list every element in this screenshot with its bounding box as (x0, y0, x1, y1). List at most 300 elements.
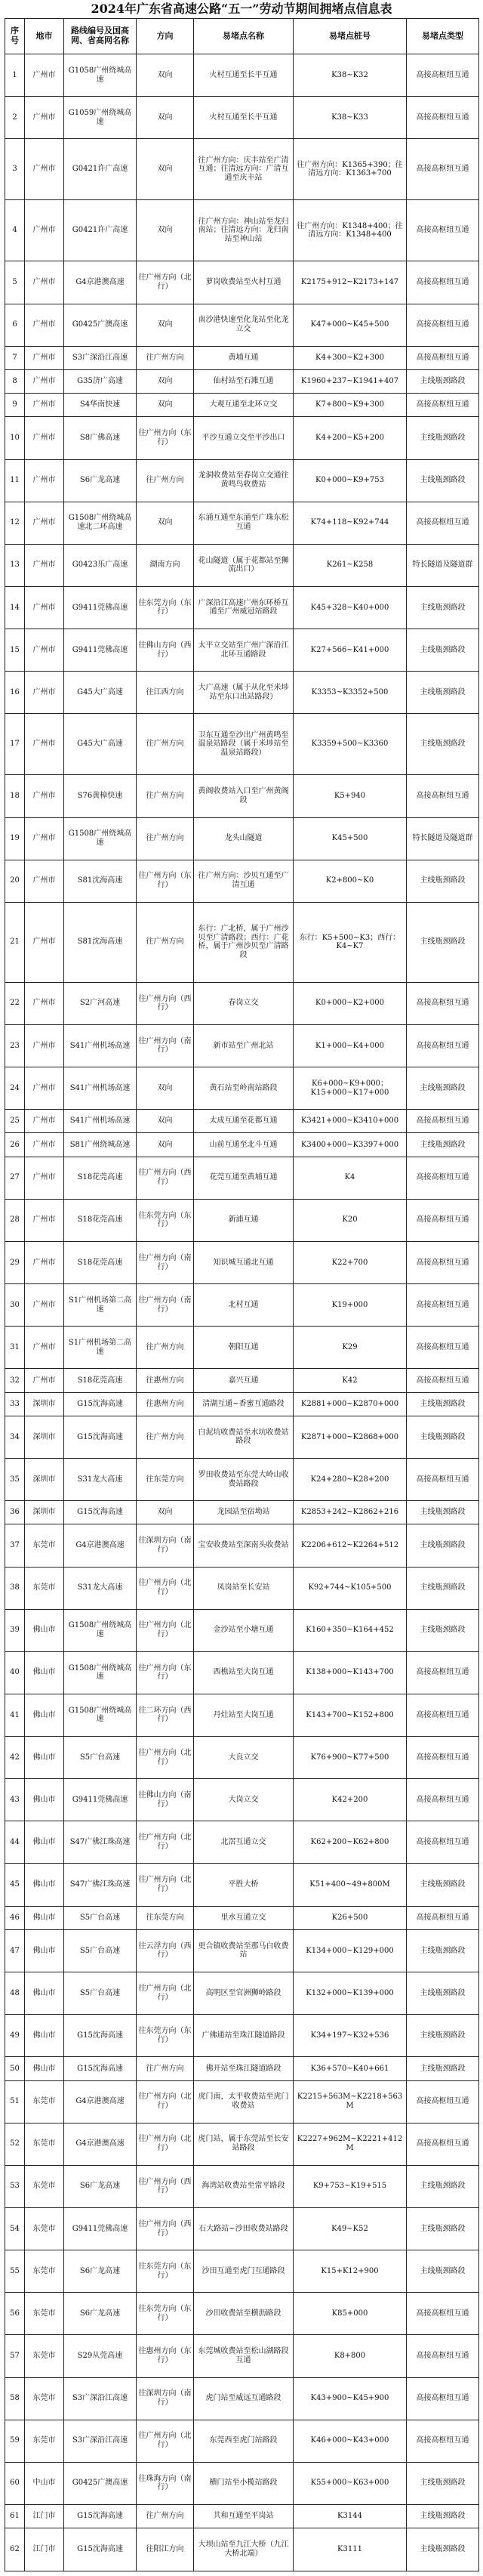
cell-stake: K26+500 (294, 1906, 407, 1929)
header-city: 地市 (25, 19, 64, 54)
cell-type: 高接高枢纽互通 (407, 200, 479, 261)
cell-route: S81沈海高速 (64, 902, 137, 982)
table-row (5, 2293, 479, 2335)
cell-direction: 双向 (137, 139, 194, 200)
cell-type: 主线瓶颈路段 (407, 1524, 479, 1567)
table-row (5, 1416, 479, 1458)
cell-direction: 双向 (137, 502, 194, 544)
cell-direction: 往江西方向 (137, 672, 194, 714)
cell-type: 主线瓶颈路段 (407, 1133, 479, 1157)
header-direction: 方向 (137, 19, 194, 54)
cell-direction: 往广州方向（西行） (137, 2165, 194, 2207)
cell-city: 广州市 (25, 1327, 64, 1369)
cell-city: 佛山市 (25, 1694, 64, 1736)
cell-index: 55 (5, 2250, 25, 2293)
cell-city: 深圳市 (25, 1392, 64, 1416)
cell-city: 广州市 (25, 1024, 64, 1067)
cell-index: 5 (5, 261, 25, 304)
table-row (5, 1737, 479, 1779)
cell-stake: K45+328~K40+000 (294, 586, 407, 629)
table-row (5, 1609, 479, 1651)
cell-route: S6广龙高速 (64, 459, 137, 502)
cell-point-name: 北村互通 (194, 1284, 294, 1327)
cell-point-name: 花山隧道（属于花都站至狮流出口） (194, 544, 294, 586)
cell-city: 佛山市 (25, 1609, 64, 1651)
cell-point-name: 虎门站，属于东莞站至长安站路段 (194, 2123, 294, 2165)
cell-route: G1058广州绕城高速 (64, 54, 137, 97)
cell-stake: K3353~K3352+500 (294, 672, 407, 714)
cell-type: 主线瓶颈路段 (407, 1392, 479, 1416)
cell-stake: K132+000~K139+000 (294, 1972, 407, 2015)
cell-stake: K92+744~K105+500 (294, 1567, 407, 1609)
cell-type: 主线瓶颈路段 (407, 2057, 479, 2080)
cell-route: G0425广澳高速 (64, 2462, 137, 2504)
cell-type: 主线瓶颈路段 (407, 2504, 479, 2528)
cell-point-name: 罗田收费站至东莞大岭山收费站路段 (194, 1458, 294, 1500)
cell-point-name: 仙村站至石滩互通 (194, 369, 294, 393)
cell-direction: 往二环方向（西行） (137, 1694, 194, 1736)
cell-stake: K24+280~K28+200 (294, 1458, 407, 1500)
cell-point-name: 嘉兴互通 (194, 1369, 294, 1392)
cell-point-name: 龙园站至宿坳站 (194, 1501, 294, 1524)
cell-stake: K0+000~K2+000 (294, 982, 407, 1024)
page-title: 2024年广东省高速公路“五一”劳动节期间拥堵点信息表 (91, 2, 392, 16)
cell-index: 40 (5, 1651, 25, 1694)
cell-city: 广州市 (25, 304, 64, 346)
cell-type: 主线瓶颈路段 (407, 672, 479, 714)
cell-stake: K138+000~K143+700 (294, 1651, 407, 1694)
table-row (5, 714, 479, 775)
cell-type: 高接高枢纽互通 (407, 261, 479, 304)
cell-route: S31龙大高速 (64, 1567, 137, 1609)
header-type: 易堵点类型 (407, 19, 479, 54)
table-row (5, 1458, 479, 1500)
table-row (5, 982, 479, 1024)
cell-point-name: 春岗立交 (194, 982, 294, 1024)
cell-stake: K7+800~K9+300 (294, 394, 407, 417)
cell-point-name: 凤岗站至长安站 (194, 1567, 294, 1609)
cell-type: 主线瓶颈路段 (407, 2165, 479, 2207)
cell-index: 1 (5, 54, 25, 97)
cell-index: 45 (5, 1864, 25, 1906)
cell-point-name: 大广高速（属于从化至米埗站至东口出站路段） (194, 672, 294, 714)
cell-index: 8 (5, 369, 25, 393)
cell-stake: K49~K52 (294, 2207, 407, 2250)
cell-direction: 往广州方向（南行） (137, 1284, 194, 1327)
cell-city: 佛山市 (25, 1929, 64, 1972)
cell-direction: 往佛山方向（南行） (137, 1779, 194, 1821)
cell-type: 高接高枢纽互通 (407, 1369, 479, 1392)
cell-city: 东莞市 (25, 2165, 64, 2207)
cell-route: S3广深沿江高速 (64, 2420, 137, 2462)
cell-type: 高接高枢纽互通 (407, 502, 479, 544)
cell-route: G4京港澳高速 (64, 1524, 137, 1567)
cell-stake: K22+700 (294, 1241, 407, 1283)
cell-stake: K261~K258 (294, 544, 407, 586)
cell-city: 广州市 (25, 902, 64, 982)
cell-route: S81广州绕城高速 (64, 1133, 137, 1157)
cell-route: S41广州机场高速 (64, 1024, 137, 1067)
cell-index: 44 (5, 1821, 25, 1864)
cell-direction: 往广州方向（北行） (137, 2123, 194, 2165)
cell-point-name: 大坝山站至九江大桥（九江大桥北端） (194, 2528, 294, 2571)
cell-route: S6广龙高速 (64, 2293, 137, 2335)
cell-route: S5广台高速 (64, 1929, 137, 1972)
table-row (5, 502, 479, 544)
cell-index: 43 (5, 1779, 25, 1821)
cell-stake: K9+753~K19+515 (294, 2165, 407, 2207)
cell-route: S1广州机场第二高速 (64, 1284, 137, 1327)
cell-city: 广州市 (25, 97, 64, 139)
cell-point-name: 东涌互通至东涌至广珠东松互通 (194, 502, 294, 544)
cell-route: G9411莞佛高速 (64, 2207, 137, 2250)
cell-point-name: 横门站至小榄站路段 (194, 2462, 294, 2504)
table-row (5, 417, 479, 459)
table-row (5, 1241, 479, 1283)
cell-route: S81沈海高速 (64, 860, 137, 902)
cell-point-name: 往广州方向：神山站至龙归南站；往清远方向：龙归南站至神山站 (194, 200, 294, 261)
cell-index: 4 (5, 200, 25, 261)
cell-point-name: 南沙港快速至化龙站至化龙立交 (194, 304, 294, 346)
cell-stake: 往广州方向：K1365+390；往清远方向：K1363+700 (294, 139, 407, 200)
cell-index: 49 (5, 2015, 25, 2057)
cell-route: G0421许广高速 (64, 139, 137, 200)
table-row (5, 629, 479, 672)
cell-type: 主线瓶颈路段 (407, 1864, 479, 1906)
cell-stake: 东行：K5+500~K3；西行：K4~K7 (294, 902, 407, 982)
cell-point-name: 花莞互通至黄埔互通 (194, 1157, 294, 1199)
cell-point-name: 大岗立交 (194, 1779, 294, 1821)
cell-direction: 往广州方向（南行） (137, 1241, 194, 1283)
cell-index: 16 (5, 672, 25, 714)
cell-point-name: 朝阳互通 (194, 1327, 294, 1369)
cell-route: G0425广澳高速 (64, 304, 137, 346)
table-row (5, 1369, 479, 1392)
cell-route: G15沈海高速 (64, 2015, 137, 2057)
cell-type: 高接高枢纽互通 (407, 1110, 479, 1133)
cell-point-name: 龙头山隧道 (194, 817, 294, 860)
cell-stake: 往广州方向：K1348+400；往清远方向：K1348+400 (294, 200, 407, 261)
cell-route: G0421许广高速 (64, 200, 137, 261)
cell-stake: K19+000 (294, 1284, 407, 1327)
cell-city: 东莞市 (25, 1567, 64, 1609)
cell-direction: 往广州方向 (137, 1416, 194, 1458)
cell-type: 主线瓶颈路段 (407, 459, 479, 502)
cell-stake: K3111 (294, 2528, 407, 2571)
cell-point-name: 金沙站至小塘互通 (194, 1609, 294, 1651)
cell-direction: 往云浮方向（西行） (137, 1929, 194, 1972)
cell-city: 深圳市 (25, 1458, 64, 1500)
table-row (5, 672, 479, 714)
cell-city: 东莞市 (25, 1524, 64, 1567)
cell-city: 广州市 (25, 586, 64, 629)
cell-route: S5广台高速 (64, 1906, 137, 1929)
cell-city: 广州市 (25, 502, 64, 544)
cell-point-name: 石大路站~沙田收费站路段 (194, 2207, 294, 2250)
cell-point-name: 沙田互通至虎门互通路段 (194, 2250, 294, 2293)
cell-direction: 双向 (137, 97, 194, 139)
cell-point-name: 虎门站至威远互通路段 (194, 2377, 294, 2420)
cell-stake: K38~K33 (294, 97, 407, 139)
table-row (5, 139, 479, 200)
cell-city: 广州市 (25, 369, 64, 393)
cell-direction: 往广州方向（东行） (137, 417, 194, 459)
cell-stake: K27+566~K41+000 (294, 629, 407, 672)
cell-type: 高接高枢纽互通 (407, 1651, 479, 1694)
cell-index: 35 (5, 1458, 25, 1500)
cell-point-name: 火村互通至长平互通 (194, 97, 294, 139)
cell-route: S29从莞高速 (64, 2335, 137, 2377)
cell-stake: K15+K12+900 (294, 2250, 407, 2293)
cell-index: 47 (5, 1929, 25, 1972)
cell-index: 19 (5, 817, 25, 860)
cell-route: S47广佛江珠高速 (64, 1821, 137, 1864)
cell-city: 广州市 (25, 1369, 64, 1392)
cell-route: S5广台高速 (64, 1737, 137, 1779)
cell-type: 主线瓶颈路段 (407, 586, 479, 629)
cell-type: 特长隧道及隧道群 (407, 817, 479, 860)
table-row (5, 817, 479, 860)
cell-direction: 往广州方向（北行） (137, 261, 194, 304)
cell-route: G1059广州绕城高速 (64, 97, 137, 139)
cell-type: 主线瓶颈路段 (407, 2207, 479, 2250)
cell-stake: K0+000~K9+753 (294, 459, 407, 502)
cell-direction: 往广州方向 (137, 346, 194, 369)
table-row (5, 394, 479, 417)
cell-type: 主线瓶颈路段 (407, 629, 479, 672)
cell-type: 高接高枢纽互通 (407, 2080, 479, 2123)
table-row (5, 2462, 479, 2504)
cell-stake: K34+197~K32+536 (294, 2015, 407, 2057)
cell-stake: K76+900~K77+500 (294, 1737, 407, 1779)
cell-stake: K1960+237~K1941+407 (294, 369, 407, 393)
cell-index: 32 (5, 1369, 25, 1392)
cell-city: 广州市 (25, 200, 64, 261)
cell-index: 22 (5, 982, 25, 1024)
cell-direction: 往广州方向 (137, 817, 194, 860)
table-body (5, 54, 479, 2571)
table-row (5, 2250, 479, 2293)
cell-route: S18花莞高速 (64, 1199, 137, 1241)
cell-stake: K3400+000~K3397+000 (294, 1133, 407, 1157)
cell-route: G35济广高速 (64, 369, 137, 393)
cell-route: G9411莞佛高速 (64, 629, 137, 672)
cell-direction: 往广州方向（西行） (137, 982, 194, 1024)
cell-direction: 双向 (137, 1110, 194, 1133)
cell-point-name: 沙田收费站至横沥路段 (194, 2293, 294, 2335)
cell-city: 东莞市 (25, 2250, 64, 2293)
cell-index: 38 (5, 1567, 25, 1609)
cell-city: 佛山市 (25, 1779, 64, 1821)
table-row (5, 1779, 479, 1821)
cell-route: G15沈海高速 (64, 2528, 137, 2571)
cell-point-name: 龙洞收费站至春岗立交通往黄鸣鸟收费站 (194, 459, 294, 502)
cell-point-name: 平沙互通立交至平沙出口 (194, 417, 294, 459)
cell-point-name: 白泥坑收费站至水坑收费站路段 (194, 1416, 294, 1458)
cell-route: G0423乐广高速 (64, 544, 137, 586)
table-row (5, 1972, 479, 2015)
cell-index: 46 (5, 1906, 25, 1929)
cell-direction: 往广州方向（北行） (137, 1972, 194, 2015)
cell-city: 佛山市 (25, 1651, 64, 1694)
cell-point-name: 黄石站至岭南站路段 (194, 1067, 294, 1110)
cell-direction: 往广州方向（北行） (137, 1864, 194, 1906)
cell-point-name: 里水互通立交 (194, 1906, 294, 1929)
cell-direction: 往东莞方向（东行） (137, 586, 194, 629)
cell-type: 主线瓶颈路段 (407, 1501, 479, 1524)
cell-stake: K1+000~K4+000 (294, 1024, 407, 1067)
cell-direction: 双向 (137, 394, 194, 417)
cell-stake: K6+000~K9+000；K15+000~K17+000 (294, 1067, 407, 1110)
cell-stake: K29 (294, 1327, 407, 1369)
table-row (5, 1157, 479, 1199)
cell-route: G15沈海高速 (64, 1416, 137, 1458)
cell-point-name: 新市站至广州北站 (194, 1024, 294, 1067)
cell-type: 高接高枢纽互通 (407, 54, 479, 97)
cell-city: 中山市 (25, 2462, 64, 2504)
cell-stake: K47+000~K45+500 (294, 304, 407, 346)
cell-city: 广州市 (25, 714, 64, 775)
cell-city: 佛山市 (25, 1864, 64, 1906)
cell-direction: 双向 (137, 369, 194, 393)
cell-city: 东莞市 (25, 2335, 64, 2377)
cell-stake: K2881+000~K2870+000 (294, 1392, 407, 1416)
cell-route: G4京港澳高速 (64, 2080, 137, 2123)
cell-type: 主线瓶颈路段 (407, 2528, 479, 2571)
cell-type: 高接高枢纽互通 (407, 1157, 479, 1199)
table-row (5, 459, 479, 502)
cell-stake: K85+000 (294, 2293, 407, 2335)
cell-direction: 往佛山方向（西行） (137, 629, 194, 672)
cell-index: 9 (5, 394, 25, 417)
cell-direction: 往广州方向（西行） (137, 2207, 194, 2250)
table-row (5, 2528, 479, 2571)
cell-route: S41广州机场高速 (64, 1067, 137, 1110)
cell-type: 高接高枢纽互通 (407, 1821, 479, 1864)
cell-point-name: 往广州方向：沙贝互通至广清互通 (194, 860, 294, 902)
cell-stake: K2215+563M~K2218+563M (294, 2080, 407, 2123)
cell-point-name: 西樵站至大岗互通 (194, 1651, 294, 1694)
cell-index: 23 (5, 1024, 25, 1067)
cell-stake: K3359+500~K3360 (294, 714, 407, 775)
table-row (5, 1067, 479, 1110)
congestion-table (5, 18, 479, 2571)
cell-type: 高接高枢纽互通 (407, 2335, 479, 2377)
cell-index: 2 (5, 97, 25, 139)
cell-city: 佛山市 (25, 2057, 64, 2080)
cell-point-name: 丹灶站至大岗互通 (194, 1694, 294, 1736)
cell-index: 61 (5, 2504, 25, 2528)
cell-direction: 双向 (137, 1067, 194, 1110)
cell-type: 高接高枢纽互通 (407, 97, 479, 139)
cell-route: S41广州机场高速 (64, 1110, 137, 1133)
cell-route: S2广河高速 (64, 982, 137, 1024)
cell-type: 主线瓶颈路段 (407, 2462, 479, 2504)
cell-city: 广州市 (25, 1133, 64, 1157)
cell-type: 高接高枢纽互通 (407, 139, 479, 200)
cell-index: 30 (5, 1284, 25, 1327)
table-row (5, 1567, 479, 1609)
cell-point-name: 东莞西至虎门站路段 (194, 2420, 294, 2462)
cell-point-name: 太成互通至花都互通 (194, 1110, 294, 1133)
cell-route: G4京港澳高速 (64, 2123, 137, 2165)
cell-city: 广州市 (25, 261, 64, 304)
cell-index: 50 (5, 2057, 25, 2080)
cell-city: 广州市 (25, 1199, 64, 1241)
cell-city: 广州市 (25, 346, 64, 369)
table-row (5, 544, 479, 586)
cell-index: 17 (5, 714, 25, 775)
cell-route: G1508广州绕城高速 (64, 1609, 137, 1651)
cell-index: 48 (5, 1972, 25, 2015)
cell-type: 高接高枢纽互通 (407, 1284, 479, 1327)
cell-index: 25 (5, 1110, 25, 1133)
cell-index: 51 (5, 2080, 25, 2123)
cell-index: 34 (5, 1416, 25, 1458)
cell-index: 59 (5, 2420, 25, 2462)
cell-type: 高接高枢纽互通 (407, 1737, 479, 1779)
cell-index: 15 (5, 629, 25, 672)
cell-point-name: 黄阁收费站入口至广州黄阁段 (194, 775, 294, 817)
table-row (5, 860, 479, 902)
cell-index: 60 (5, 2462, 25, 2504)
cell-type: 高接高枢纽互通 (407, 2123, 479, 2165)
cell-point-name: 北滘互通立交 (194, 1821, 294, 1864)
cell-stake: K51+400~49+800M (294, 1864, 407, 1906)
cell-city: 深圳市 (25, 1416, 64, 1458)
table-row (5, 2015, 479, 2057)
cell-route: G1508广州绕城高速 (64, 1651, 137, 1694)
table-row (5, 200, 479, 261)
cell-type: 高接高枢纽互通 (407, 1024, 479, 1067)
table-row (5, 2335, 479, 2377)
table-row (5, 304, 479, 346)
cell-stake: K62+200~K62+800 (294, 1821, 407, 1864)
cell-point-name: 虎门南，太平收费站至虎门收费站 (194, 2080, 294, 2123)
table-row (5, 1199, 479, 1241)
cell-stake: K2871+000~K2868+000 (294, 1416, 407, 1458)
cell-point-name: 往广州方向：庆丰站至广清互通；往清远方向：广清互通至庆丰站 (194, 139, 294, 200)
cell-route: G15沈海高速 (64, 1501, 137, 1524)
cell-index: 33 (5, 1392, 25, 1416)
cell-city: 广州市 (25, 417, 64, 459)
cell-point-name: 广深沿江高速广州东环桥互通至广州威冠站路段 (194, 586, 294, 629)
cell-direction: 往广州方向（北行） (137, 1609, 194, 1651)
cell-city: 广州市 (25, 775, 64, 817)
cell-direction: 往惠州方向 (137, 1392, 194, 1416)
cell-index: 13 (5, 544, 25, 586)
cell-direction: 双向 (137, 304, 194, 346)
cell-index: 54 (5, 2207, 25, 2250)
cell-direction: 往东莞方向（东行） (137, 2015, 194, 2057)
cell-point-name: 知识城互通北互通 (194, 1241, 294, 1283)
cell-city: 广州市 (25, 139, 64, 200)
table-row (5, 1651, 479, 1694)
table-row (5, 369, 479, 393)
cell-city: 广州市 (25, 629, 64, 672)
cell-point-name: 东莞城收费站至松山湖路段互通 (194, 2335, 294, 2377)
cell-direction: 往广州方向（北行） (137, 2080, 194, 2123)
cell-point-name: 平胜大桥 (194, 1864, 294, 1906)
cell-direction: 湖南方向 (137, 544, 194, 586)
cell-index: 20 (5, 860, 25, 902)
table-row (5, 1501, 479, 1524)
cell-stake: K2227+962M~K2221+412M (294, 2123, 407, 2165)
table-row (5, 1929, 479, 1972)
cell-direction: 往广州方向（东行） (137, 860, 194, 902)
table-row (5, 2080, 479, 2123)
cell-direction: 往惠州方向 (137, 1369, 194, 1392)
